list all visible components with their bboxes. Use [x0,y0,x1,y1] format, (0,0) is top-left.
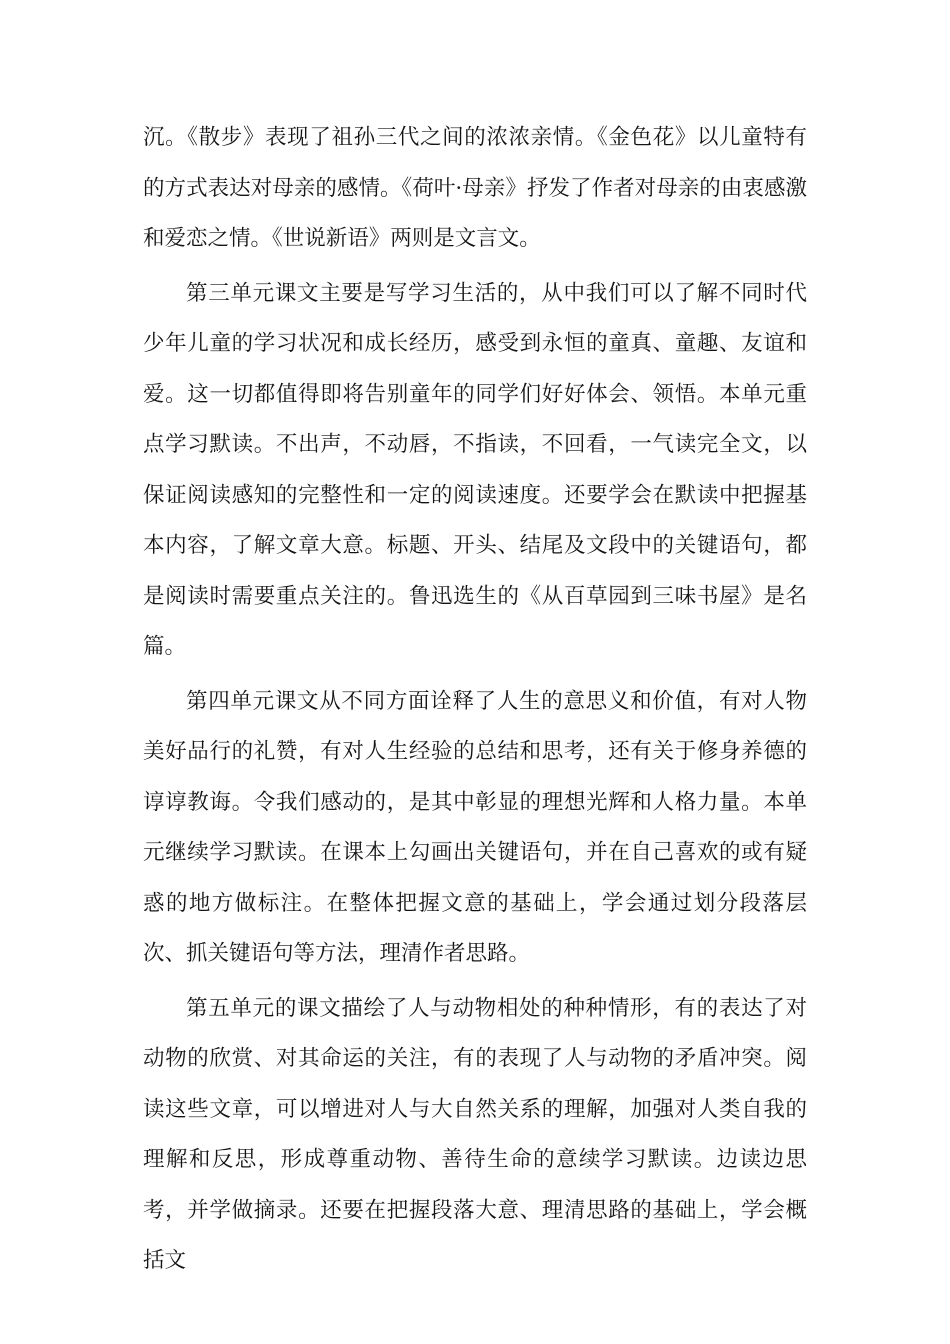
paragraph-3: 第四单元课文从不同方面诠释了人生的意思义和价值，有对人物美好品行的礼赞，有对人生经验的总结和思考，还有关于修身养德的谆谆教诲。令我们感动的，是其中彰显的理想光辉和人格力量。本单元继续学习默读。在课本上勾画出关键语句，并在自己喜欢的或有疑惑的地方做标注。在整体把握文意的基础上，学会通过划分段落层次、抓关键语句等方法，理清作者思路。 [143,688,807,966]
paragraph-2: 第三单元课文主要是写学习生活的，从中我们可以了解不同时代少年儿童的学习状况和成长经历，感受到永恒的童真、童趣、友谊和爱。这一切都值得即将告别童年的同学们好好体会、领悟。本单元重点学习默读。不出声，不动唇，不指读，不回看，一气读完全文，以保证阅读感知的完整性和一定的阅读速度。还要学会在默读中把握基本内容，了解文章大意。标题、开头、结尾及文段中的关键语句，都是阅读时需要重点关注的。鲁迅选生的《从百草园到三味书屋》是名篇。 [143,280,807,659]
paragraph-4: 第五单元的课文描绘了人与动物相处的种种情形，有的表达了对动物的欣赏、对其命运的关注，有的表现了人与动物的矛盾冲突。阅读这些文章，可以增进对人与大自然关系的理解，加强对人类自我的理解和反思，形成尊重动物、善待生命的意续学习默读。边读边思考，并学做摘录。还要在把握段落大意、理清思路的基础上，学会概括文 [143,995,807,1273]
paragraph-1: 沉。《散步》表现了祖孙三代之间的浓浓亲情。《金色花》以儿童特有的方式表达对母亲的感情。《荷叶·母亲》抒发了作者对母亲的由衷感激和爱恋之情。《世说新语》两则是文言文。 [143,125,807,251]
document-body [143,113,807,1291]
